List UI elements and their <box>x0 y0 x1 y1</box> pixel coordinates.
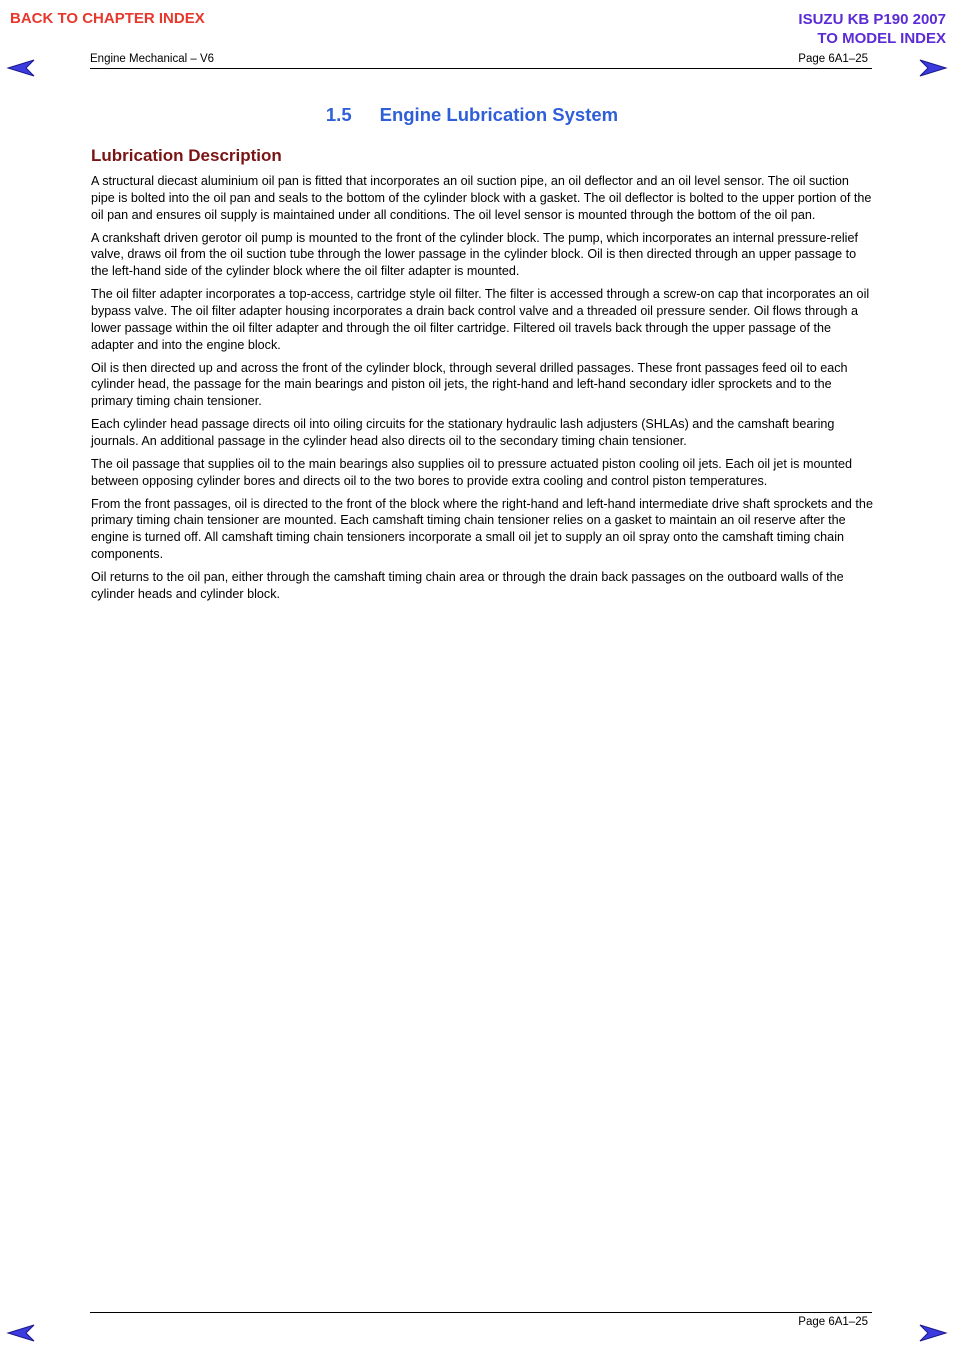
next-page-arrow-icon[interactable] <box>918 58 948 78</box>
header-rule <box>90 68 872 69</box>
running-header-page: Page 6A1–25 <box>798 53 868 65</box>
section-heading <box>0 104 944 126</box>
prev-page-arrow-icon[interactable] <box>6 58 36 78</box>
next-page-arrow-icon[interactable] <box>918 1323 948 1343</box>
paragraph: From the front passages, oil is directed to the front of the block where the right-hand and left-hand intermediate drive shaft sprockets and the primary timing chain tensioner are mounted. Each camshaft timing chain tensioner relies on a gasket to maintain an oil reserve after the engine is turned off. All camshaft timing chain tensioners incorporate a small oil jet to supply an oil spray onto the camshaft timing chain components. <box>91 496 873 562</box>
prev-page-arrow-icon[interactable] <box>6 1323 36 1343</box>
model-index-header <box>798 10 946 48</box>
footer-page-number: Page 6A1–25 <box>798 1316 868 1328</box>
footer-rule <box>90 1312 872 1313</box>
section-title: Engine Lubrication System <box>379 104 619 125</box>
model-name-link[interactable]: ISUZU KB P190 2007 <box>798 11 946 28</box>
paragraph: A structural diecast aluminium oil pan is fitted that incorporates an oil suction pipe, an oil deflector and an oil level sensor. The oil suction pipe is bolted into the oil pan and seals to the bottom of the cylinder block with a gasket. The oil deflector is bolted to the upper portion of the oil pan and ensures oil supply is maintained under all conditions. The oil level sensor is mounted through the bottom of the oil pan. <box>91 174 872 222</box>
paragraph: The oil filter adapter incorporates a top-access, cartridge style oil filter. The filter is accessed through a screw-on cap that incorporates an oil bypass valve. The oil filter adapter housing incorporates a drain back control valve and a threaded oil pressure sender. Oil flows through a lower passage within the oil filter adapter and through the oil filter cartridge. Filtered oil travels back through the upper passage of the adapter and into the engine block. <box>91 287 870 352</box>
back-to-chapter-index-link[interactable]: BACK TO CHAPTER INDEX <box>10 10 205 27</box>
paragraph: Oil is then directed up and across the front of the cylinder block, through several drilled passages. These front passages feed oil to each cylinder head, the passage for the main bearings and piston oil jets, the right-hand and left-hand secondary idler sprockets and to the primary timing chain tensioner. <box>91 360 848 409</box>
paragraph: The oil passage that supplies oil to the main bearings also supplies oil to pressure actuated piston cooling oil jets. Each oil jet is mounted between opposing cylinder bores and directs oil to the two bores to provide extra cooling and control piston temperatures. <box>91 456 852 488</box>
section-number: 1.5 <box>325 104 352 125</box>
body-text <box>91 173 873 609</box>
paragraph: Each cylinder head passage directs oil into oiling circuits for the stationary hydraulic lash adjusters (SHLAs) and the camshaft bearing journals. An additional passage in the cylinder head also directs oil to the secondary timing chain tensioner. <box>91 417 835 448</box>
model-index-link[interactable]: TO MODEL INDEX <box>817 30 946 47</box>
running-header-left: Engine Mechanical – V6 <box>90 53 215 65</box>
paragraph: Oil returns to the oil pan, either through the camshaft timing chain area or through the drain back passages on the outboard walls of the cylinder heads and cylinder block. <box>91 570 844 601</box>
subsection-heading: Lubrication Description <box>91 146 282 165</box>
paragraph: A crankshaft driven gerotor oil pump is mounted to the front of the cylinder block. The pump, which incorporates an internal pressure-relief valve, draws oil from the oil suction tube through the lower passage in the cylinder block. Oil is then directed through an upper passage to the left-hand side of the cylinder block where the oil filter adapter is mounted. <box>91 230 858 279</box>
